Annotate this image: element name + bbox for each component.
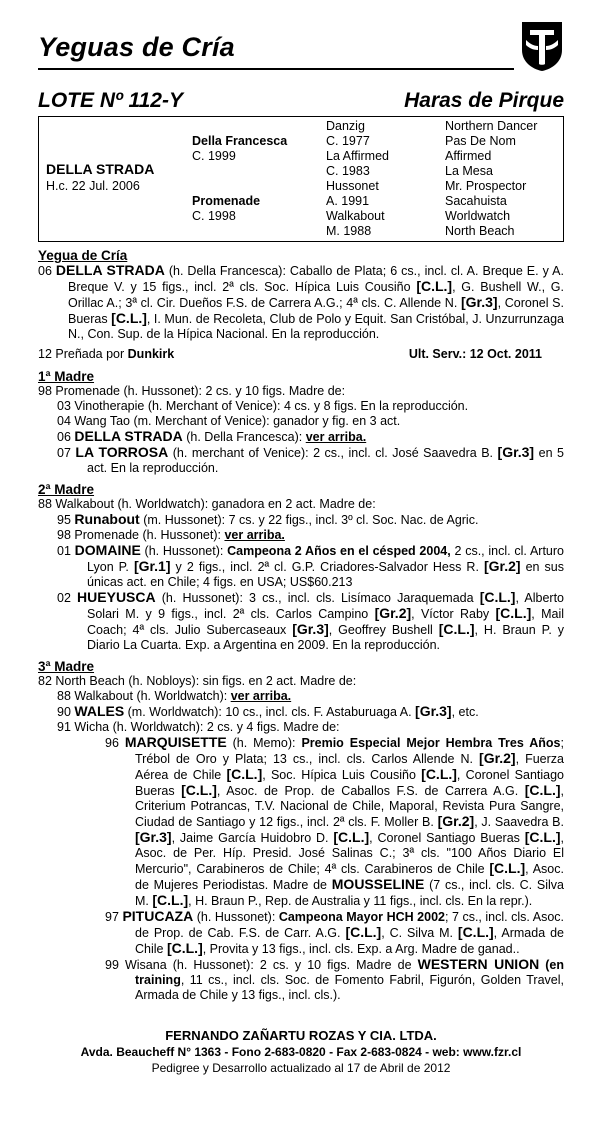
haras-logo-icon (520, 20, 564, 72)
covering-sire: Dunkirk (127, 347, 175, 361)
section-heading: 2ª Madre (38, 482, 95, 497)
produce-entry: 04 Wang Tao (m. Merchant of Venice): ganador y fig. en 3 act. (57, 414, 401, 428)
dam-entry: 88 Walkabout (h. Worldwatch): ganadora en 2 act. Madre de: (38, 497, 376, 511)
produce-entry: 03 Vinotherapie (h. Merchant of Venice): 4 cs. y 8 figs. En la reproducción. (57, 399, 469, 413)
pedigree-gd2: Walkabout (326, 209, 385, 223)
yegua-entry: 06 DELLA STRADA (h. Della Francesca): Caballo de Plata; 6 cs., incl. cl. A. Breque E. y A. Breque V. y 15 figs., incl. 2ª cls. Soc. Hípica Luis Cousiño [C.L.], G. Bushell W., G. Orillac A.; 3ª cl. Cir. Dueños F.S. de Carrera A.G.; 4ª cls. C. Allende N. [Gr.3], Coronel S. Bueras [C.L.], I. Mun. de Recoleta, Club de Polo y Equit. San Cristóbal, J. Unzurrunzaga N., Con. Sup. de la Hípica Nacional. En la reproducción. (38, 262, 564, 341)
produce-entry: 95 Runabout (m. Hussonet): 7 cs. y 22 figs., incl. 3º cl. Soc. Nac. de Agric. (57, 511, 479, 527)
produce-entry: 07 LA TORROSA (h. merchant of Venice): 2 cs., incl. cl. José Saavedra B. [Gr.3] en 5 act. En la reproducción. (57, 444, 564, 475)
dam-entry: 82 North Beach (h. Nobloys): sin figs. en 2 act. Madre de: (38, 674, 357, 688)
see-above-link[interactable]: ver arriba. (305, 430, 367, 444)
lot-row (38, 89, 564, 115)
pedigree-ggp: Northern Dancer (445, 119, 538, 133)
see-above-link[interactable]: ver arriba. (230, 689, 292, 703)
title-row (38, 24, 564, 72)
pedigree-dam-year: C. 1998 (192, 209, 236, 223)
pedigree-ggp: Affirmed (445, 149, 492, 163)
pedigree-gd2-year: M. 1988 (326, 224, 372, 238)
pedigree-ggp: Mr. Prospector (445, 179, 527, 193)
produce-entry: 90 WALES (m. Worldwatch): 10 cs., incl. cls. F. Astaburuaga A. [Gr.3], etc. (57, 703, 479, 719)
pregnancy-status: 12 Preñada por Dunkirk (38, 347, 175, 361)
pedigree-ggp: North Beach (445, 224, 515, 238)
pedigree-sire-year: C. 1999 (192, 149, 236, 163)
pedigree-dam: Promenade (192, 194, 261, 208)
last-service: Ult. Serv.: 12 Oct. 2011 (408, 347, 542, 361)
dam-entry: 98 Promenade (h. Hussonet): 2 cs. y 10 figs. Madre de: (38, 384, 346, 398)
pedigree-gd1: La Affirmed (326, 149, 390, 163)
sub-produce-entry: 99 Wisana (h. Hussonet): 2 cs. y 10 figs. Madre de WESTERN UNION (en training, 11 cs., incl. cls. Soc. de Fomento Fabril, Figurón, Golden Travel, Armada de Chile y 13 figs., incl. cls.). (105, 956, 565, 1002)
page-title: Yeguas de Cría (38, 32, 235, 62)
section-heading: 3ª Madre (38, 659, 95, 674)
produce-entry: 91 Wicha (h. Worldwatch): 2 cs. y 4 figs. Madre de: (57, 720, 340, 734)
produce-entry: 01 DOMAINE (h. Hussonet): Campeona 2 Años en el césped 2004, 2 cs., incl. cl. Arturo Lyon P. [Gr.1] y 2 figs., incl. 2ª cl. G.P. Criadores-Salvador Hess R. [Gr.2] en sus únicas act. en Chile; 4 figs. en USA; US$60.213 (57, 542, 565, 589)
pedigree-gs1-year: C. 1977 (326, 134, 370, 148)
pedigree-gs1: Danzig (326, 119, 365, 133)
pedigree-gs2: Hussonet (326, 179, 379, 193)
lot-number: LOTE Nº 112-Y (38, 89, 183, 112)
produce-entry: 88 Walkabout (h. Worldwatch): ver arriba. (57, 689, 292, 703)
pedigree-ggp: Pas De Nom (445, 134, 516, 148)
family-section (38, 248, 564, 1003)
produce-entry: 02 HUEYUSCA (h. Hussonet): 3 cs., incl. cls. Lisímaco Jaraquemada [C.L.], Alberto Solari M. y 9 figs., incl. 2ª cls. Carlos Campino [Gr.2], Víctor Raby [C.L.], Mail Coach; 4ª cls. Julio Subercaseaux [Gr.3], Geoffrey Bushell [C.L.], H. Braun P. y Diario La Cuarta. Exp. a Argentina en 2009. En la reproducción. (57, 589, 565, 652)
pedigree-ggp: Sacahuista (445, 194, 507, 208)
pedigree-horse-info: H.c. 22 Jul. 2006 (46, 179, 140, 193)
pedigree-gd1-year: C. 1983 (326, 164, 370, 178)
section-heading: 1ª Madre (38, 369, 95, 384)
pedigree-ggp: La Mesa (445, 164, 493, 178)
footer-company: FERNANDO ZAÑARTU ROZAS Y CIA. LTDA. (165, 1028, 437, 1043)
pedigree-horse: DELLA STRADA (46, 161, 155, 177)
sub-produce-entry: 96 MARQUISETTE (h. Memo): Premio Especial Mejor Hembra Tres Años; Trébol de Oro y Plata; 13 cs., incl. cls. Carlos Allende N. [Gr.2], Fuerza Aérea de Chile [C.L.], Soc. Hípica Luis Cousiño [C.L.], Coronel Santiago Bueras [C.L.], Asoc. de Prop. de Caballos F.S. de Carrera A.G. [C.L.], Criterium Potrancas, T.V. Nacional de Chile, Maporal, Revista Pura Sangre, Ciudad de Santiago y 12 figs., incl. 2ª cls. F. Moller B. [Gr.2], J. Saavedra B. [Gr.3], Jaime García Huidobro D. [C.L.], Coronel Santiago Bueras [C.L.], Asoc. de Per. Híp. Presid. José Salinas C.; 3ª cls. "100 Años Diario El Mercurio", Carabineros de Chile; 4ª cls. Carabineros de Chile [C.L.], Asoc. de Mujeres Periodistas. Madre de MOUSSELINE (7 cs., incl. cls. C. Silva M. [C.L.], H. Braun P., Rep. de Australia y 11 figs., incl. cls. En la repr.). (105, 734, 565, 908)
footer (38, 1028, 564, 1076)
pedigree-sire: Della Francesca (192, 134, 288, 148)
pedigree-gs2-year: A. 1991 (326, 194, 370, 208)
stud-name: Haras de Pirque (404, 89, 564, 112)
produce-entry: 98 Promenade (h. Hussonet): ver arriba. (57, 528, 285, 542)
title-rule (38, 68, 514, 70)
pedigree-ggp: Worldwatch (445, 209, 511, 223)
pregnancy-row (38, 345, 564, 363)
section-heading: Yegua de Cría (38, 248, 128, 263)
footer-updated: Pedigree y Desarrollo actualizado al 17 de Abril de 2012 (151, 1061, 451, 1075)
produce-entry: 06 DELLA STRADA (h. Della Francesca): ver arriba. (57, 428, 367, 444)
footer-contact: Avda. Beaucheff N° 1363 - Fono 2-683-0820 - Fax 2-683-0824 - web: www.fzr.cl (80, 1045, 522, 1059)
horse-name: DELLA STRADA (55, 262, 165, 278)
see-above-link[interactable]: ver arriba. (224, 528, 285, 542)
pedigree-table (38, 116, 564, 242)
sub-produce-entry: 97 PITUCAZA (h. Hussonet): Campeona Mayor HCH 2002; 7 cs., incl. cls. Asoc. de Prop. de Cab. F.S. de Carr. A.G. [C.L.], C. Silva M. [C.L.], Armada de Chile [C.L.], Provita y 13 figs., incl. cls. Exp. a Arg. Madre de ganad.. (105, 908, 565, 956)
